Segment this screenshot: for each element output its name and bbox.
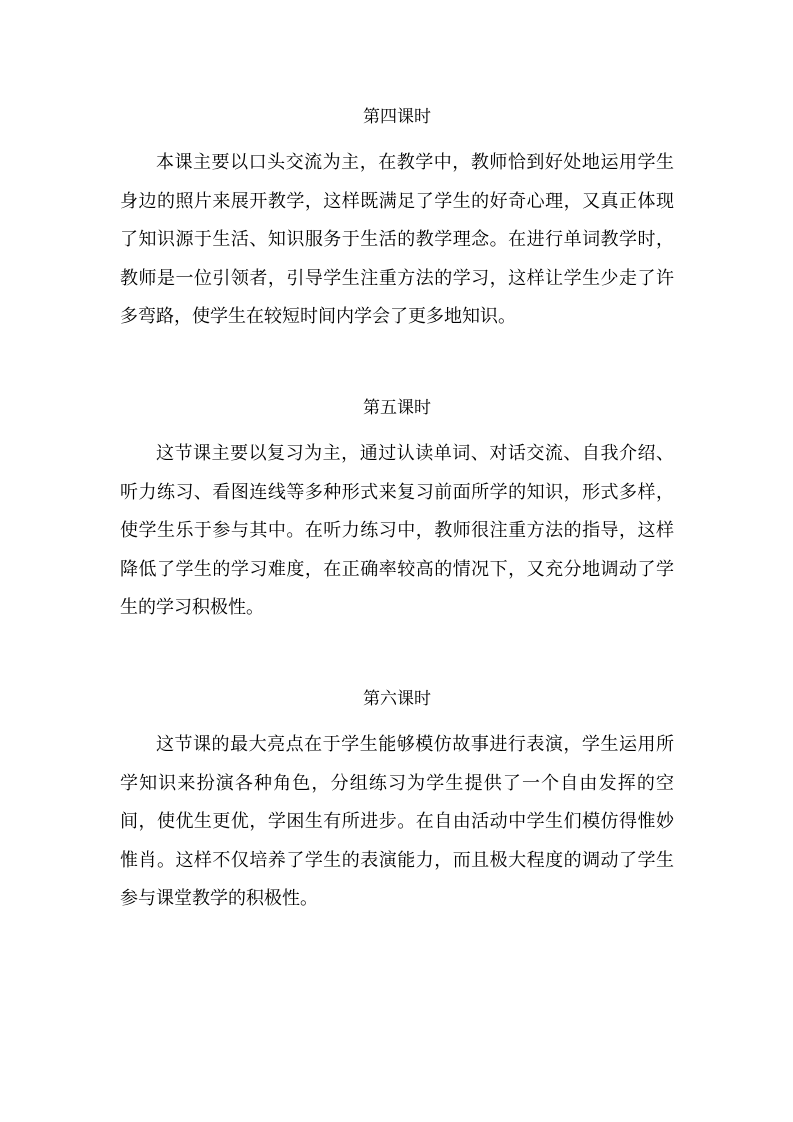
section-paragraph: 这节课主要以复习为主，通过认读单词、对话交流、自我介绍、听力练习、看图连线等多种形式来复习前面所学的知识，形式多样，使学生乐于参与其中。在听力练习中，教师很注重方法的指导，这样降低了学生的学习难度，在正确率较高的情况下，又充分地调动了学生的学习积极性。 — [120, 443, 674, 618]
section-paragraph: 这节课的最大亮点在于学生能够模仿故事进行表演，学生运用所学知识来扮演各种角色，分组练习为学生提供了一个自由发挥的空间，使优生更优，学困生有所进步。在自由活动中学生们模仿得惟妙惟肖。这样不仅培养了学生的表演能力，而且极大程度的调动了学生参与课堂教学的积极性。 — [120, 734, 674, 909]
section-lesson-4 — [120, 106, 674, 337]
section-lesson-6 — [120, 688, 674, 919]
section-lesson-5 — [120, 397, 674, 628]
section-paragraph: 本课主要以口头交流为主，在教学中，教师恰到好处地运用学生身边的照片来展开教学，这样既满足了学生的好奇心理，又真正体现了知识源于生活、知识服务于生活的教学理念。在进行单词教学时，教师是一位引领者，引导学生注重方法的学习，这样让学生少走了许多弯路，使学生在较短时间内学会了更多地知识。 — [120, 152, 674, 327]
section-title: 第五课时 — [363, 398, 431, 418]
section-title: 第六课时 — [363, 689, 431, 709]
section-title: 第四课时 — [363, 107, 431, 127]
